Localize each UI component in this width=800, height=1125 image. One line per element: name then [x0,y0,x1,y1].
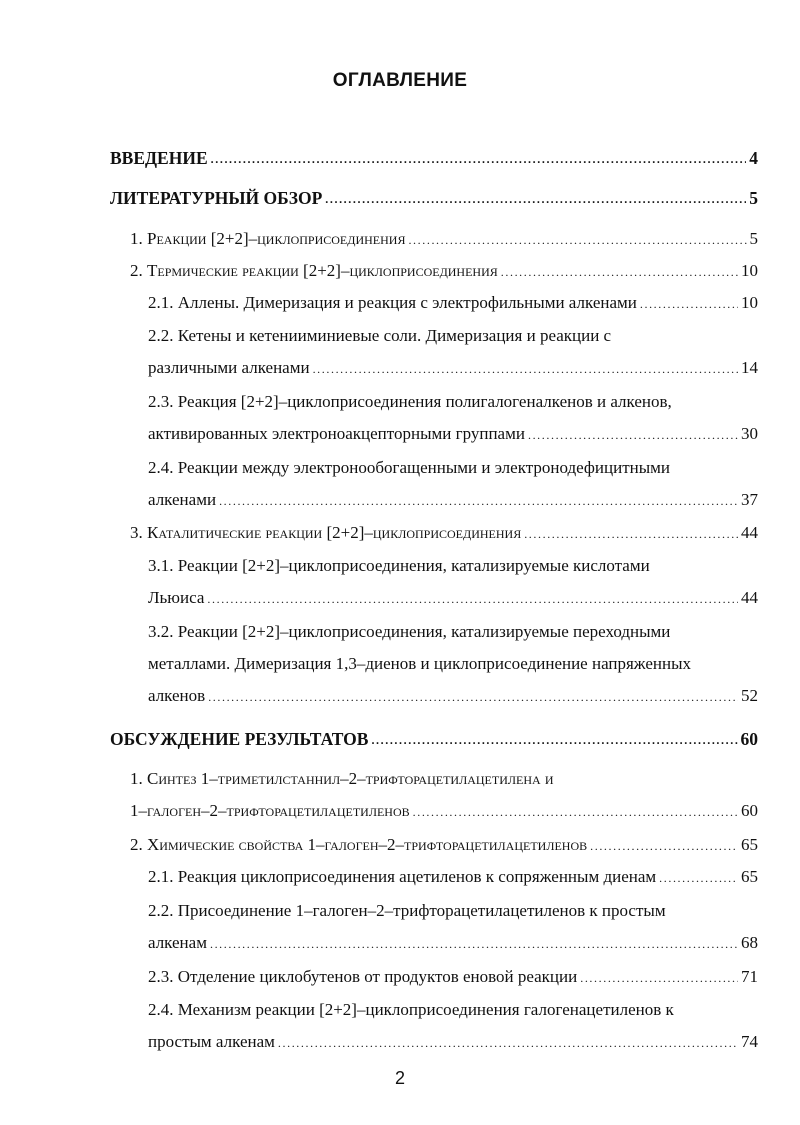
dot-leader [278,1034,738,1055]
toc-entry-title: 2. Химические свойства 1–галоген–2–трифторацетилацетиленов [130,835,588,854]
toc-entry [148,290,758,316]
toc-entry [130,520,758,546]
toc-entry-line: 2.2. Кетены и кетенииминиевые соли. Димеризация и реакции с [148,326,612,345]
toc-entry-page: 74 [741,1032,758,1051]
dot-leader [313,360,738,381]
toc-entry [148,421,758,447]
toc-entry-page: 71 [741,967,758,986]
toc-entry [130,258,758,284]
toc-entry-line: 2.4. Реакции между электронообогащенными и электронодефицитными [148,458,671,477]
dot-leader [325,190,746,211]
toc-entry-page: 60 [741,801,758,820]
toc-entry [130,798,758,824]
toc-entry-title: 2.1. Аллены. Димеризация и реакция с электрофильными алкенами [148,293,637,312]
dot-leader [211,150,747,171]
toc-entry [148,585,758,611]
toc-entry-title: 2. Термические реакции [2+2]–циклоприсоединения [130,261,498,280]
toc-entry-title: 2.3. Отделение циклобутенов от продуктов еновой реакции [148,967,578,986]
dot-leader [501,263,738,284]
toc-entry-page: 30 [741,424,758,443]
toc-entry-title: Льюиса [148,588,205,607]
toc-entry [148,1029,758,1055]
toc-entry-page: 14 [741,358,758,377]
toc-entry-title: 1–галоген–2–трифторацетилацетиленов [130,801,410,820]
toc-entry [148,964,758,990]
toc-entry-page: 37 [741,490,758,509]
toc-entry [148,355,758,381]
toc-entry-line: 1. Синтез 1–триметилстаннил–2–трифторацетилацетилена и [130,769,554,788]
toc-entry [110,185,758,211]
toc-entry-title: ВВЕДЕНИЕ [110,148,208,168]
toc-entry-line: металлами. Димеризация 1,3–диенов и циклоприсоединение напряженных [148,654,691,673]
toc-entry [148,930,758,956]
toc-entry-title: ОБСУЖДЕНИЕ РЕЗУЛЬТАТОВ [110,729,369,749]
dot-leader [580,969,738,990]
toc-entry-page: 44 [741,523,758,542]
dot-leader [208,688,738,709]
toc-entry [130,226,758,252]
toc-entry-title: 3. Каталитические реакции [2+2]–циклоприсоединения [130,523,522,542]
toc-entry-title: ЛИТЕРАТУРНЫЙ ОБЗОР [110,188,323,208]
toc-entry-title: простым алкенам [148,1032,275,1051]
dot-leader [590,837,738,858]
toc-entry-page: 4 [749,148,758,168]
toc-entry-page: 65 [741,867,758,886]
dot-leader [207,590,738,611]
dot-leader [640,295,738,316]
toc-entry-title: активированных электроноакцепторными группами [148,424,525,443]
dot-leader [659,869,738,890]
dot-leader [413,803,738,824]
toc-entry-page: 10 [741,261,758,280]
toc-entry-line: 3.1. Реакции [2+2]–циклоприсоединения, катализируемые кислотами [148,556,650,575]
dot-leader [210,935,738,956]
toc-entry [110,145,758,171]
toc-entry-title: различными алкенами [148,358,310,377]
toc-entry-page: 5 [749,229,758,248]
toc-entry-line: 3.2. Реакции [2+2]–циклоприсоединения, катализируемые переходными [148,622,671,641]
page-number: 2 [394,1068,405,1088]
dot-leader [524,525,738,546]
toc-entry-page: 44 [741,588,758,607]
toc-entry-page: 60 [740,729,758,749]
toc-heading: ОГЛАВЛЕНИЕ [332,70,468,91]
dot-leader [219,492,738,513]
toc-entry-page: 65 [741,835,758,854]
toc-entry-title: алкенам [148,933,207,952]
dot-leader [528,426,738,447]
toc-entry-title: 1. Реакции [2+2]–циклоприсоединения [130,229,406,248]
toc-entry-line: 2.2. Присоединение 1–галоген–2–трифторацетилацетиленов к простым [148,901,666,920]
toc-entry [130,832,758,858]
toc-entry [148,487,758,513]
dot-leader [408,231,746,252]
toc-entry [148,683,758,709]
toc-entry-page: 68 [741,933,758,952]
toc-entry-page: 52 [741,686,758,705]
toc-entry [148,864,758,890]
toc-entry-title: алкенов [148,686,206,705]
toc-entry-title: алкенами [148,490,217,509]
dot-leader [371,731,737,752]
toc-entry-page: 10 [741,293,758,312]
toc-entry-line: 2.4. Механизм реакции [2+2]–циклоприсоединения галогенацетиленов к [148,1000,674,1019]
toc-entry [110,726,758,752]
toc-entry-page: 5 [749,188,758,208]
toc-entry-title: 2.1. Реакция циклоприсоединения ацетиленов к сопряженным диенам [148,867,657,886]
toc-entry-line: 2.3. Реакция [2+2]–циклоприсоединения полигалогеналкенов и алкенов, [148,392,672,411]
